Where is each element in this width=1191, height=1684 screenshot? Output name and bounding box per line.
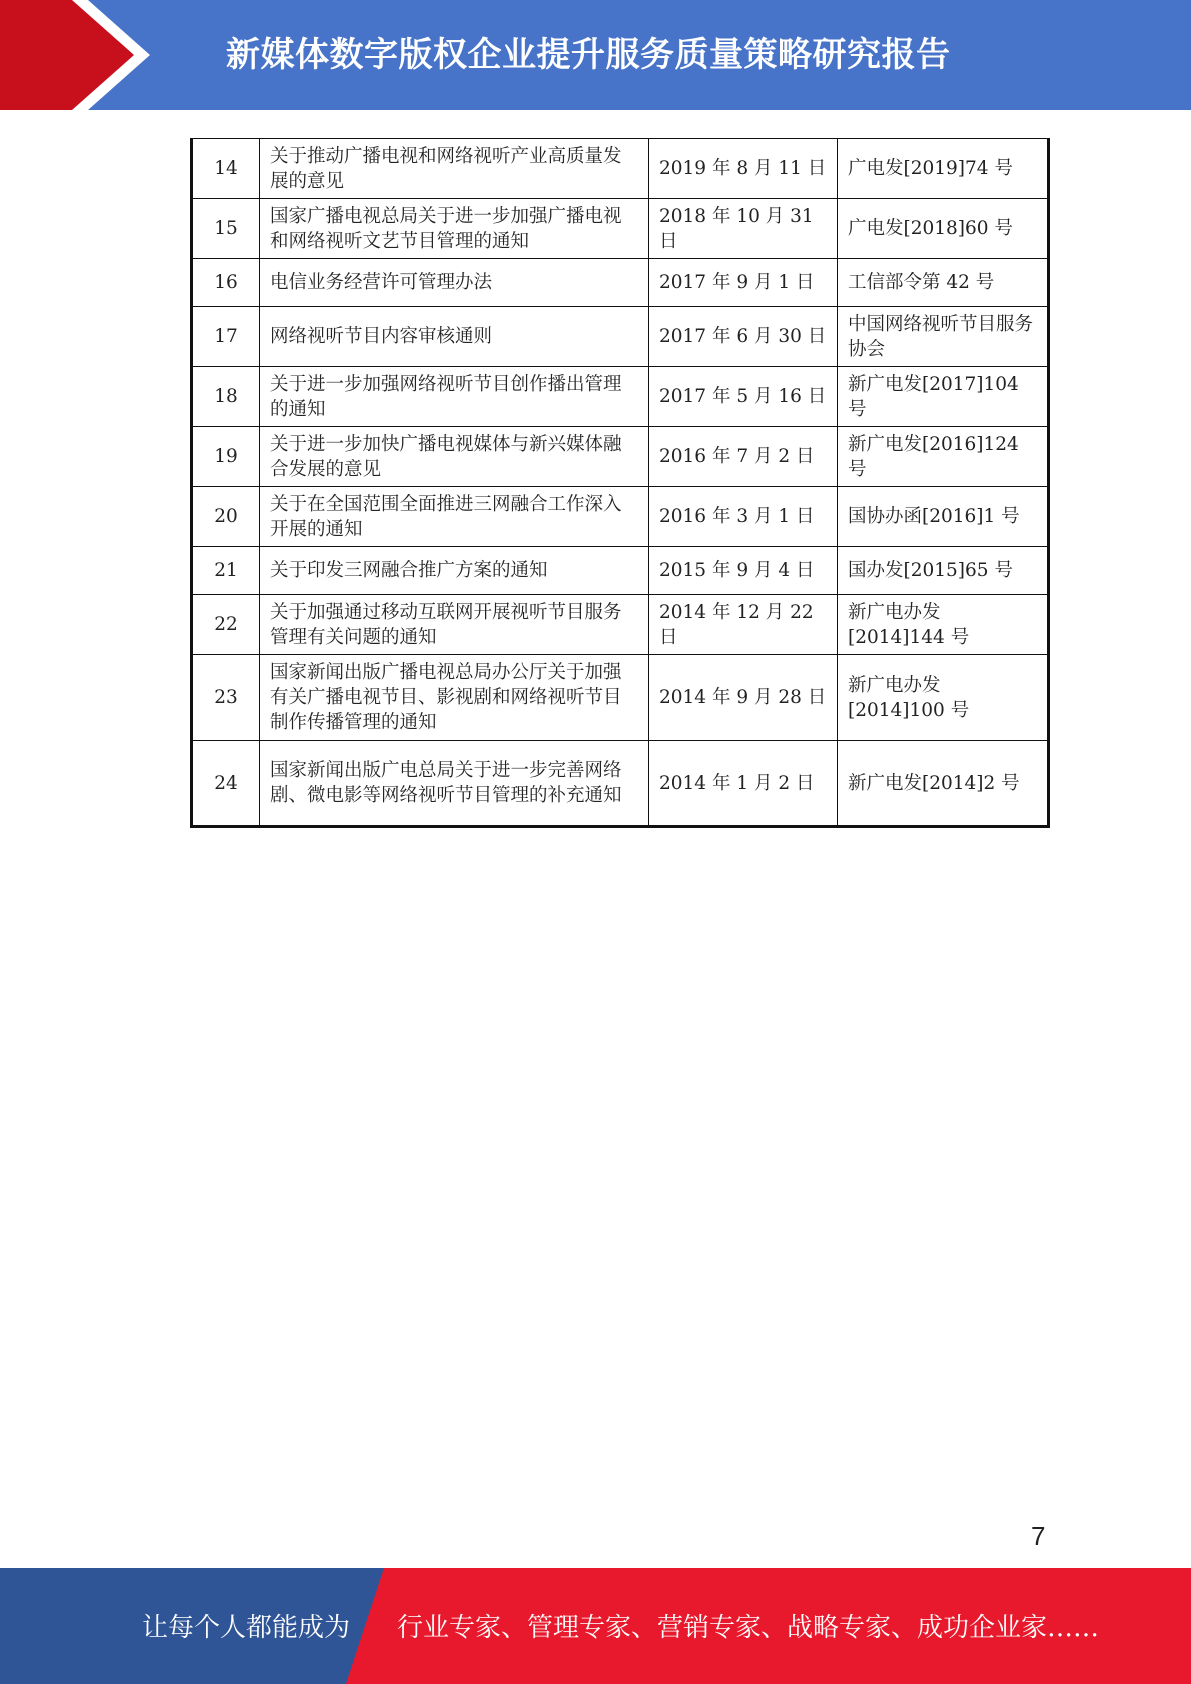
table-row <box>192 655 1049 741</box>
row-number: 17 <box>192 307 260 367</box>
footer-slogan-left: 让每个人都能成为 <box>142 1613 351 1643</box>
issue-date: 2016 年 7 月 2 日 <box>649 427 838 487</box>
page-footer <box>0 1568 1191 1684</box>
table-row <box>192 367 1049 427</box>
document-code: 新广电发[2014]2 号 <box>838 741 1049 827</box>
row-number: 16 <box>192 259 260 307</box>
table-row <box>192 427 1049 487</box>
row-number: 20 <box>192 487 260 547</box>
row-number: 18 <box>192 367 260 427</box>
footer-slogan-right: 行业专家、管理专家、营销专家、战略专家、成功企业家…… <box>397 1613 1100 1643</box>
row-number: 21 <box>192 547 260 595</box>
issue-date: 2016 年 3 月 1 日 <box>649 487 838 547</box>
report-title: 新媒体数字版权企业提升服务质量策略研究报告 <box>226 35 951 75</box>
table-row <box>192 307 1049 367</box>
document-title: 关于推动广播电视和网络视听产业高质量发展的意见 <box>260 139 649 199</box>
issue-date: 2018 年 10 月 31 日 <box>649 199 838 259</box>
page-number: 7 <box>1031 1521 1046 1551</box>
document-title: 关于印发三网融合推广方案的通知 <box>260 547 649 595</box>
document-title: 国家广播电视总局关于进一步加强广播电视和网络视听文艺节目管理的通知 <box>260 199 649 259</box>
document-title: 网络视听节目内容审核通则 <box>260 307 649 367</box>
document-code: 新广电办发[2014]144 号 <box>838 595 1049 655</box>
document-code: 国办发[2015]65 号 <box>838 547 1049 595</box>
document-title: 关于进一步加快广播电视媒体与新兴媒体融合发展的意见 <box>260 427 649 487</box>
document-code: 工信部令第 42 号 <box>838 259 1049 307</box>
document-code: 中国网络视听节目服务协会 <box>838 307 1049 367</box>
row-number: 19 <box>192 427 260 487</box>
table-row <box>192 487 1049 547</box>
issue-date: 2014 年 12 月 22 日 <box>649 595 838 655</box>
issue-date: 2014 年 9 月 28 日 <box>649 655 838 741</box>
row-number: 24 <box>192 741 260 827</box>
document-title: 电信业务经营许可管理办法 <box>260 259 649 307</box>
table-row <box>192 139 1049 199</box>
document-code: 广电发[2019]74 号 <box>838 139 1049 199</box>
table-row <box>192 259 1049 307</box>
issue-date: 2017 年 9 月 1 日 <box>649 259 838 307</box>
row-number: 14 <box>192 139 260 199</box>
issue-date: 2017 年 5 月 16 日 <box>649 367 838 427</box>
issue-date: 2015 年 9 月 4 日 <box>649 547 838 595</box>
regulation-table <box>190 138 1047 828</box>
document-code: 新广电发[2016]124 号 <box>838 427 1049 487</box>
table-row <box>192 741 1049 827</box>
table-row <box>192 595 1049 655</box>
document-title: 国家新闻出版广播电视总局办公厅关于加强有关广播电视节目、影视剧和网络视听节目制作传播管理的通知 <box>260 655 649 741</box>
table-row <box>192 199 1049 259</box>
document-title: 关于在全国范围全面推进三网融合工作深入开展的通知 <box>260 487 649 547</box>
row-number: 22 <box>192 595 260 655</box>
row-number: 15 <box>192 199 260 259</box>
issue-date: 2014 年 1 月 2 日 <box>649 741 838 827</box>
page-header <box>0 0 1191 110</box>
issue-date: 2017 年 6 月 30 日 <box>649 307 838 367</box>
document-title: 关于进一步加强网络视听节目创作播出管理的通知 <box>260 367 649 427</box>
table-row <box>192 547 1049 595</box>
document-code: 广电发[2018]60 号 <box>838 199 1049 259</box>
document-code: 新广电发[2017]104 号 <box>838 367 1049 427</box>
document-title: 关于加强通过移动互联网开展视听节目服务管理有关问题的通知 <box>260 595 649 655</box>
document-code: 新广电办发[2014]100 号 <box>838 655 1049 741</box>
row-number: 23 <box>192 655 260 741</box>
issue-date: 2019 年 8 月 11 日 <box>649 139 838 199</box>
document-title: 国家新闻出版广电总局关于进一步完善网络剧、微电影等网络视听节目管理的补充通知 <box>260 741 649 827</box>
document-code: 国协办函[2016]1 号 <box>838 487 1049 547</box>
